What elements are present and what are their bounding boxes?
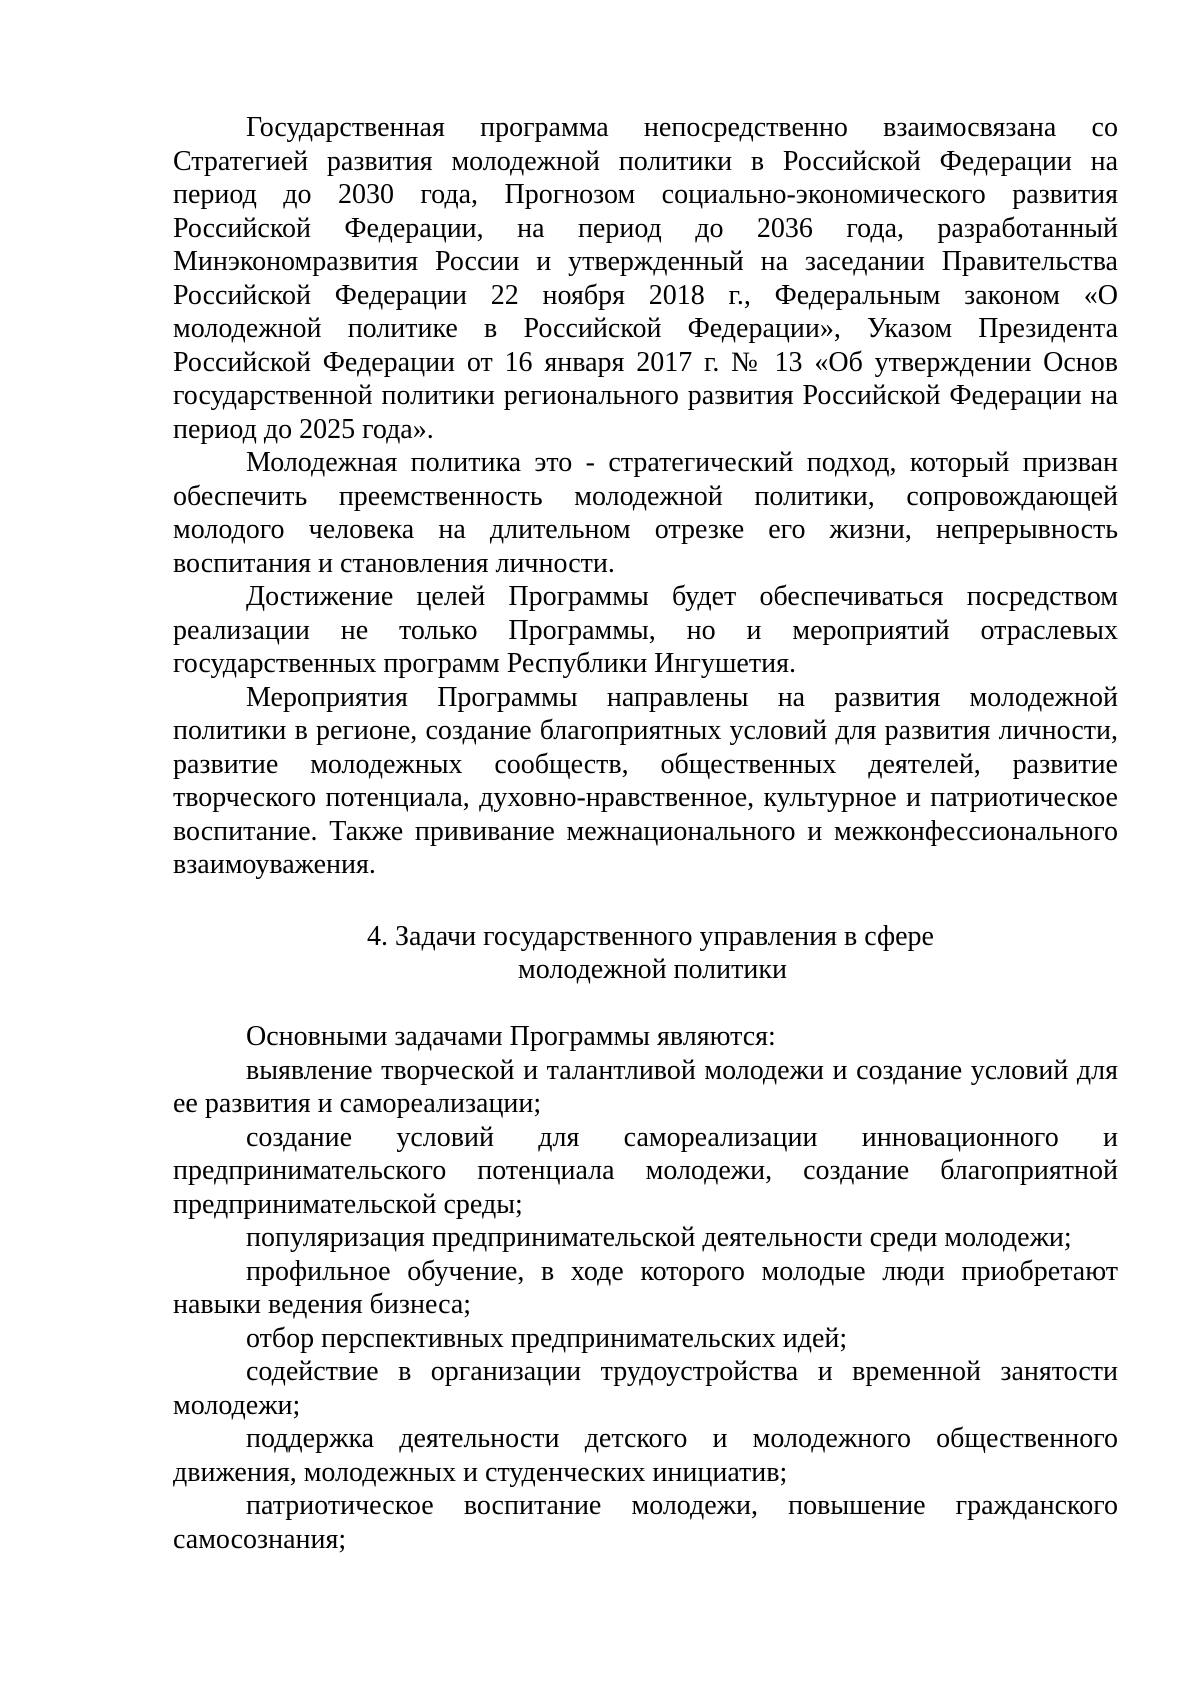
intro-section [173,111,1118,882]
task-item: отбор перспективных предпринимательских идей; [246,1322,848,1354]
task-item: поддержка деятельности детского и молодежного общественного движения, молодежных и студенческих инициатив; [173,1423,1118,1488]
section-heading [173,920,1118,986]
task-item: популяризация предпринимательской деятельности среди молодежи; [246,1222,1072,1253]
task-item: содействие в организации трудоустройства и временной занятости молодежи; [173,1356,1118,1421]
section-heading-line-2: молодежной политики [518,954,787,985]
paragraph-goals-achievement: Достижение целей Программы будет обеспечиваться посредством реализации не только Программы, но и мероприятий отраслевых государственных программ Республики Ингушетия. [173,581,1118,679]
task-item: профильное обучение, в ходе которого молодые люди приобретают навыки ведения бизнеса; [173,1255,1118,1320]
paragraph-program-relations: Государственная программа непосредственно взаимосвязана со Стратегией развития молодежной политики в Российской Федерации на период до 2030 года, Прогнозом социально-экономического развития Российской Федерации, на период до 2036 года, разработанный Минэкономразвития России и утвержденный на заседании Правительства Российской Федерации 22 ноября 2018 г., Федеральным законом «О молодежной политике в Российской Федерации», Указом Президента Российской Федерации от 16 января 2017 г. № 13 «Об утверждении Основ государственной политики регионального развития Российской Федерации на период до 2025 года». [173,112,1118,445]
task-item: выявление творческой и талантливой молодежи и создание условий для ее развития и самореализации; [173,1054,1118,1119]
tasks-section [173,1020,1118,1556]
section-heading-line-1: 4. Задачи государственного управления в сфере [367,921,934,952]
paragraph-youth-policy-definition: Молодежная политика это - стратегический подход, который призван обеспечить преемственность молодежной политики, сопровождающей молодого человека на длительном отрезке его жизни, непрерывность воспитания и становления личности. [173,447,1118,579]
paragraph-program-activities: Мероприятия Программы направлены на развития молодежной политики в регионе, создание благоприятных условий для развития личности, развитие молодежных сообществ, общественных деятелей, развитие творческого потенциала, духовно-нравственное, культурное и патриотическое воспитание. Также прививание межнационального и межконфессионального взаимоуважения. [173,681,1118,880]
tasks-intro: Основными задачами Программы являются: [246,1021,776,1052]
task-item: создание условий для самореализации инновационного и предпринимательского потенциала молодежи, создание благоприятной предпринимательской среды; [173,1121,1118,1220]
task-item: патриотическое воспитание молодежи, повышение гражданского самосознания; [173,1490,1118,1555]
